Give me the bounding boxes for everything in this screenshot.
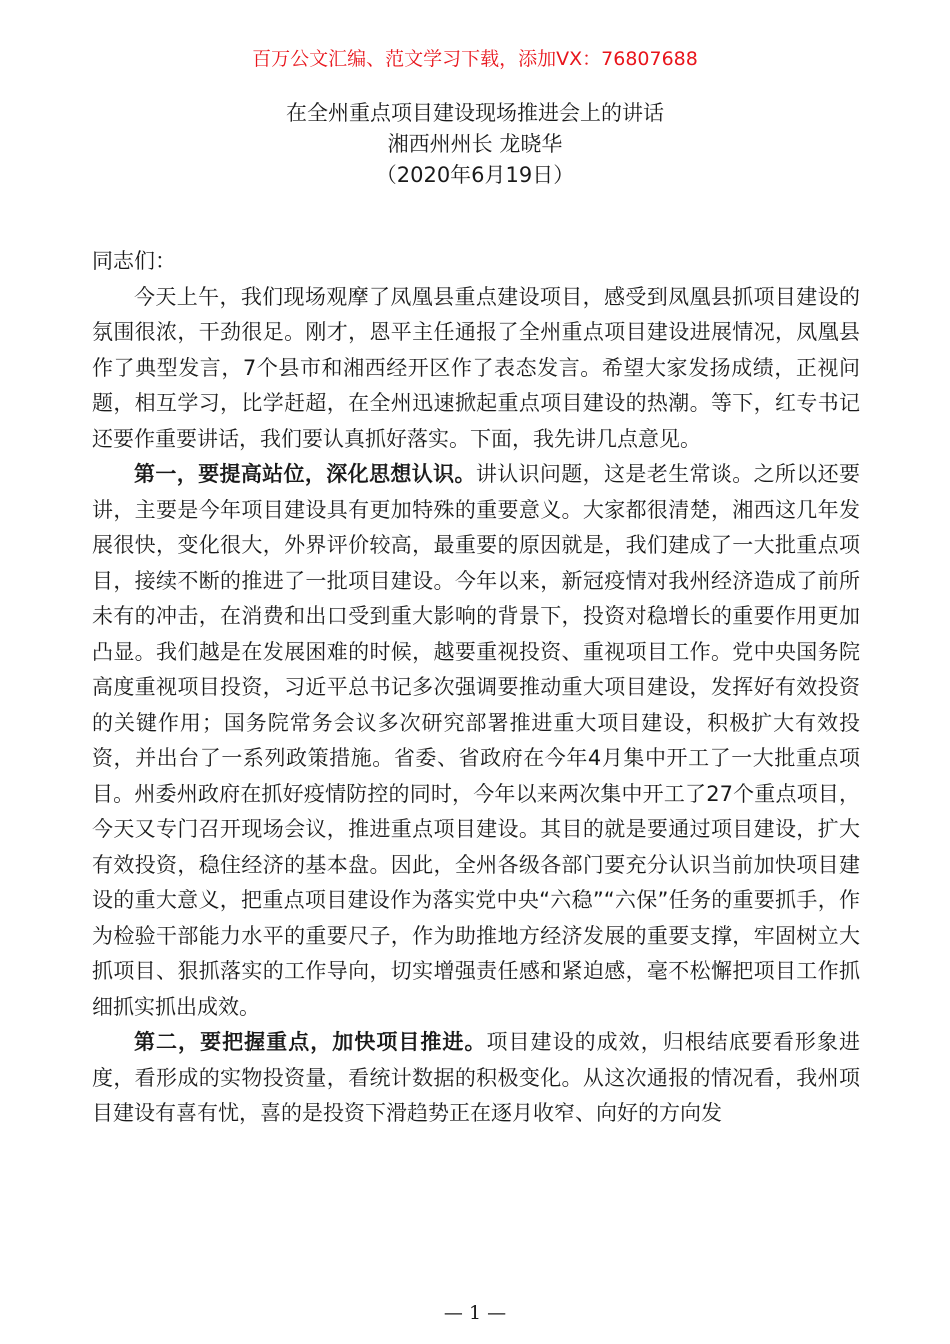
page-number: — 1 — xyxy=(443,1302,507,1324)
speech-date: （2020年6月19日） xyxy=(375,163,575,187)
first-point-heading: 第一，要提高站位，深化思想认识。 xyxy=(134,462,476,486)
second-point-heading: 第二，要把握重点，加快项目推进。 xyxy=(134,1030,487,1054)
paragraph-intro: 今天上午，我们现场观摩了凤凰县重点建设项目，感受到凤凰县抓项目建设的氛围很浓，干劲很足。刚才，恩平主任通报了全州重点项目建设进展情况，凤凰县作了典型发言，7个县市和湘西经开区作了表态发言。希望大家发扬成绩，正视问题，相互学习，比学赶超，在全州迅速掀起重点项目建设的热潮。等下，红专书记还要作重要讲话，我们要认真抓好落实。下面，我先讲几点意见。 xyxy=(92,284,860,451)
speaker-line: 湘西州州长 龙晓华 xyxy=(387,132,563,156)
speech-body xyxy=(92,244,860,1132)
first-point-text: 讲认识问题，这是老生常谈。之所以还要讲，主要是今年项目建设具有更加特殊的重要意义。大家都很清楚，湘西这几年发展很快，变化很大，外界评价较高，最重要的原因就是，我们建成了一大批重点项目，接续不断的推进了一批项目建设。今年以来，新冠疫情对我州经济造成了前所未有的冲击，在消费和出口受到重大影响的背景下，投资对稳增长的重要作用更加凸显。我们越是在发展困难的时候，越要重视投资、重视项目工作。党中央国务院高度重视项目投资，习近平总书记多次强调要推动重大项目建设，发挥好有效投资的关键作用；国务院常务会议多次研究部署推进重大项目建设，积极扩大有效投资，并出台了一系列政策措施。省委、省政府在今年4月集中开工了一大批重点项目。州委州政府在抓好疫情防控的同时，今年以来两次集中开工了27个重点项目，今天又专门召开现场会议，推进重点项目建设。其目的就是要通过项目建设，扩大有效投资，稳住经济的基本盘。因此，全州各级各部门要充分认识当前加快项目建设的重大意义，把重点项目建设作为落实党中央“六稳”“六保”任务的重要抓手，作为检验干部能力水平的重要尺子，作为助推地方经济发展的重要支撑，牢固树立大抓项目、狠抓落实的工作导向，切实增强责任感和紧迫感，毫不松懈把项目工作抓细抓实抓出成效。 xyxy=(92,462,861,1019)
second-point-text: 项目建设的成效，归根结底要看形象进度，看形成的实物投资量，看统计数据的积极变化。从这次通报的情况看，我州项目建设有喜有忧，喜的是投资下滑趋势正在逐月收窄、向好的方向发 xyxy=(92,1030,860,1125)
speech-title: 在全州重点项目建设现场推进会上的讲话 xyxy=(286,101,664,125)
paragraph-first-point xyxy=(92,457,860,1025)
paragraph-second-point xyxy=(92,1025,860,1132)
title-block xyxy=(0,98,950,191)
salutation: 同志们： xyxy=(92,249,176,273)
watermark-header: 百万公文汇编、范文学习下载，添加VX：76807688 xyxy=(252,48,698,70)
